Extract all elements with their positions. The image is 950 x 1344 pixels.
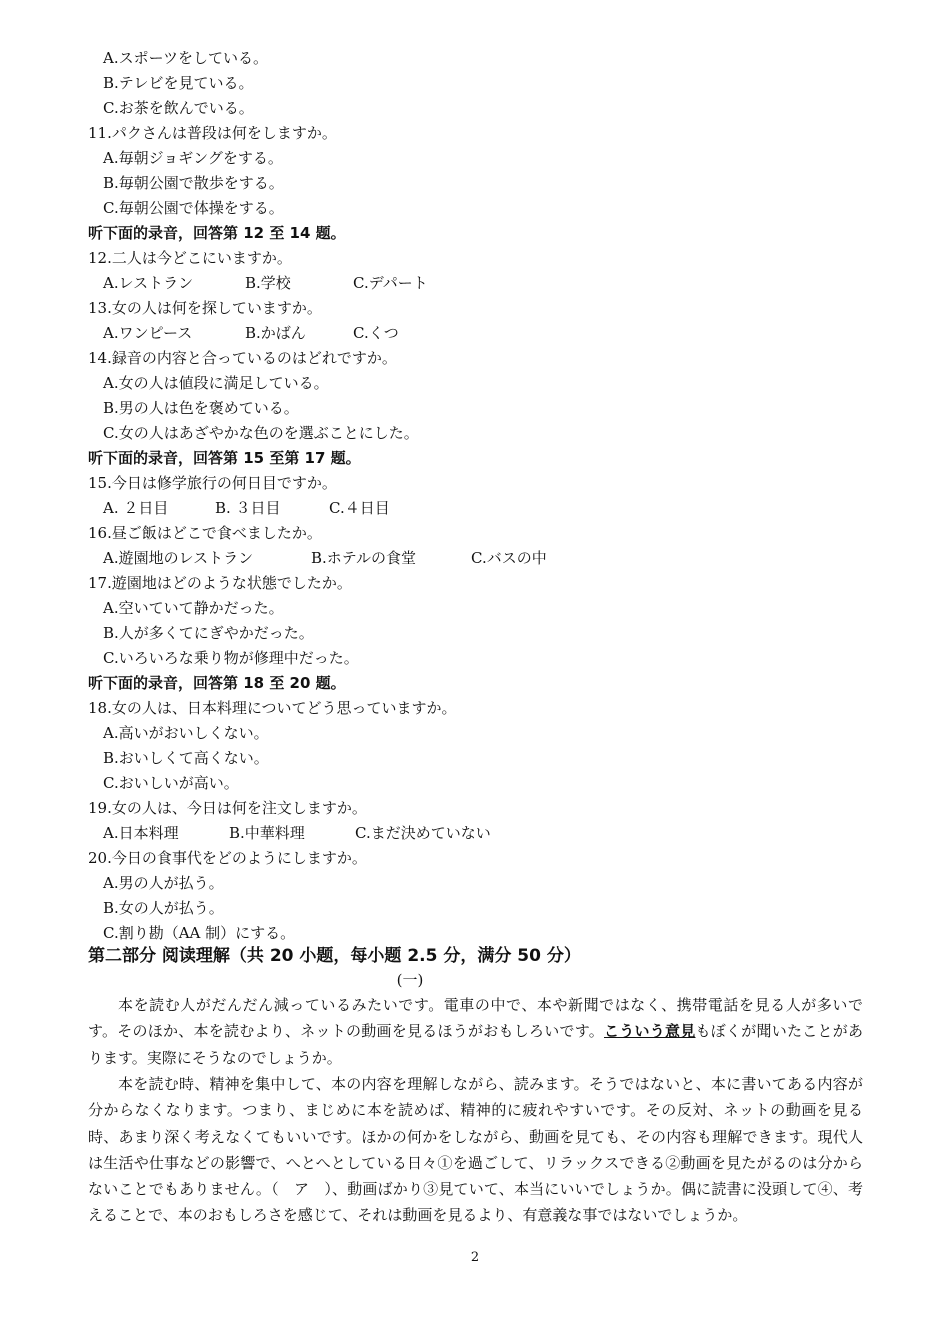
q18-option-a: A.高いがおいしくない。 [103, 724, 269, 742]
listening-instruction-12-14: 听下面的录音，回答第 12 至 14 题。 [88, 224, 346, 242]
q17-text: 17.遊園地はどのような状態でしたか。 [88, 574, 352, 592]
listening-instruction-15-17: 听下面的录音，回答第 15 至第 17 题。 [88, 449, 361, 467]
q16-option-b: B.ホテルの食堂 [311, 549, 417, 567]
listening-instruction-18-20: 听下面的录音，回答第 18 至 20 题。 [88, 674, 346, 692]
q20-option-c: C.割り勘（AA 制）にする。 [103, 924, 296, 942]
q19-option-b: B.中華料理 [229, 824, 305, 842]
q15-text: 15.今日は修学旅行の何日目ですか。 [88, 474, 337, 492]
q15-option-b: B. ３日目 [215, 499, 281, 517]
q19-text: 19.女の人は、今日は何を注文しますか。 [88, 799, 367, 817]
paragraph-1-text-end: もぼくが聞いたことがあります。実際にそうなのでしょうか。 [88, 1022, 863, 1067]
q14-option-b: B.男の人は色を褒めている。 [103, 399, 299, 417]
q11-option-a: A.毎朝ジョギングをする。 [103, 149, 283, 167]
q16-option-a: A.遊園地のレストラン [103, 549, 254, 567]
q11-option-c: C.毎朝公園で体操をする。 [103, 199, 284, 217]
q12-option-a: A.レストラン [103, 274, 194, 292]
q11-option-b: B.毎朝公園で散歩をする。 [103, 174, 284, 192]
q12-option-b: B.学校 [245, 274, 291, 292]
passage-number: (一) [396, 971, 424, 989]
q13-options [103, 323, 399, 343]
q14-option-c: C.女の人はあざやかな色のを選ぶことにした。 [103, 424, 419, 442]
q15-option-c: C.４日目 [329, 499, 390, 517]
part2-title: 第二部分 阅读理解（共 20 小题，每小题 2.5 分，满分 50 分） [88, 946, 581, 966]
paragraph-1-text-start: 本を読む人がだんだん減っているみたいです。電車の中で、本や新聞ではなく、携帯電話を見る人が多いです。そのほか、本を読むより、ネットの動画を見るほうがおもしろいです。 [88, 996, 863, 1041]
q13-option-c: C.くつ [353, 324, 399, 342]
q19-option-c: C.まだ決めていない [355, 824, 491, 842]
q16-option-c: C.バスの中 [471, 549, 547, 567]
q16-options [103, 548, 547, 568]
q11-text: 11.パクさんは普段は何をしますか。 [88, 124, 337, 142]
q18-option-c: C.おいしいが高い。 [103, 774, 239, 792]
q18-text: 18.女の人は、日本料理についてどう思っていますか。 [88, 699, 457, 717]
q10-option-b: B.テレビを見ている。 [103, 74, 254, 92]
q13-option-b: B.かばん [245, 324, 306, 342]
q10-option-c: C.お茶を飲んでいる。 [103, 99, 254, 117]
q14-text: 14.録音の内容と合っているのはどれですか。 [88, 349, 397, 367]
q19-option-a: A.日本料理 [103, 824, 179, 842]
q12-text: 12.二人は今どこにいますか。 [88, 249, 292, 267]
q14-option-a: A.女の人は値段に満足している。 [103, 374, 329, 392]
q15-options [103, 498, 390, 518]
q13-text: 13.女の人は何を探していますか。 [88, 299, 322, 317]
q17-option-b: B.人が多くてにぎやかだった。 [103, 624, 314, 642]
passage-paragraph-1 [88, 992, 863, 1071]
q20-option-a: A.男の人が払う。 [103, 874, 224, 892]
q20-text: 20.今日の食事代をどのようにしますか。 [88, 849, 367, 867]
page-number: 2 [470, 1250, 480, 1265]
q13-option-a: A.ワンピース [103, 324, 193, 342]
q10-option-a: A.スポーツをしている。 [103, 49, 269, 67]
passage-paragraph-2: 本を読む時、精神を集中して、本の内容を理解しながら、読みます。そうではないと、本に書いてある内容が分からなくなります。つまり、まじめに本を読めば、精神的に疲れやすいです。その反対、ネットの動画を見る時、あまり深く考えなくてもいいです。ほかの何かをしながら、動画を見ても、その内容も理解できます。現代人は生活や仕事などの影響で、へとへとしている日々①を過ごして、リラックスできる②動画を見たがるのは分からないことでもありません。（ ア ）、動画ばかり③見ていて、本当にいいでしょうか。偶に読書に没頭して④、考えることで、本のおもしろさを感じて、それは動画を見るより、有意義な事ではないでしょうか。 [88, 1075, 863, 1225]
emphasized-phrase: こういう意見 [604, 1022, 696, 1041]
q19-options [103, 823, 491, 843]
q12-option-c: C.デパート [353, 274, 428, 292]
q15-option-a: A. ２日目 [103, 499, 169, 517]
q12-options [103, 273, 428, 293]
q20-option-b: B.女の人が払う。 [103, 899, 224, 917]
q16-text: 16.昼ご飯はどこで食べましたか。 [88, 524, 322, 542]
q17-option-c: C.いろいろな乗り物が修理中だった。 [103, 649, 359, 667]
q17-option-a: A.空いていて静かだった。 [103, 599, 284, 617]
q18-option-b: B.おいしくて高くない。 [103, 749, 269, 767]
